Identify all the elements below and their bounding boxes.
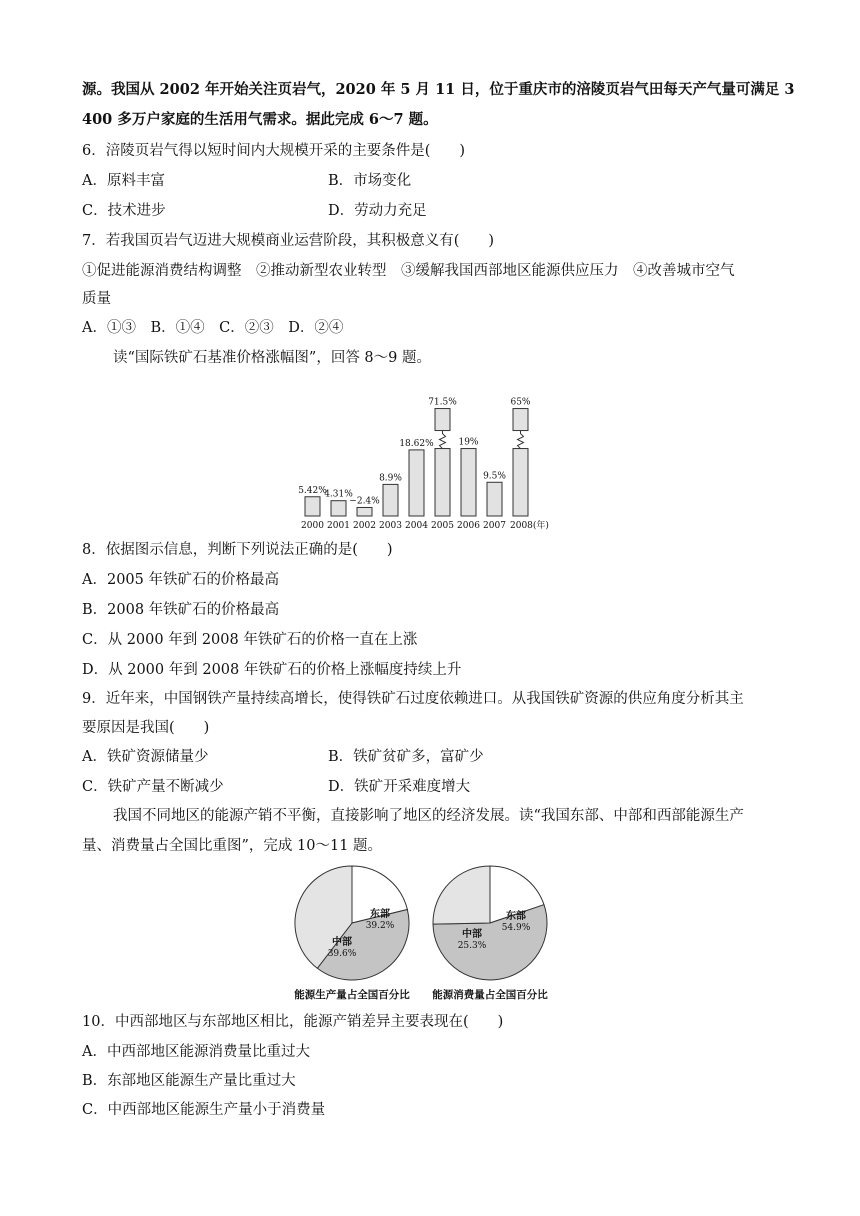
- q8-option-b: B．2008 年铁矿石的价格最高: [82, 602, 280, 618]
- pie-value-中部: 39.6%: [327, 949, 357, 959]
- intro-q8-9: 读“国际铁矿石基准价格涨幅图”，回答 8～9 题。: [113, 350, 431, 366]
- pie-value-东部: 39.2%: [365, 921, 395, 931]
- value-label-2000: 5.42%: [298, 485, 327, 496]
- q7-items-line-1: ①促进能源消费结构调整 ②推动新型农业转型 ③缓解我国西部地区能源供应压力 ④改善城市空气: [82, 263, 735, 279]
- value-label-2008(年): 65%: [510, 397, 531, 408]
- intro-q10-11-line-2: 量、消费量占全国比重图”，完成 10～11 题。: [82, 838, 383, 854]
- bar-2001: [331, 501, 346, 516]
- bar-top-2008(年): [513, 409, 528, 431]
- bar-2008(年): [513, 449, 528, 516]
- bar-2000: [305, 497, 320, 516]
- iron-ore-price-chart: [290, 376, 580, 534]
- q9-option-b: B．铁矿贫矿多，富矿少: [328, 749, 484, 765]
- q9-option-d: D．铁矿开采难度增大: [328, 779, 471, 795]
- q10-option-a: A．中西部地区能源消费量比重过大: [82, 1044, 310, 1060]
- q6-option-c: C．技术进步: [82, 203, 166, 219]
- energy-pie-charts: [282, 864, 578, 1002]
- pie-label-东部: 东部: [370, 909, 390, 920]
- q6-stem: 6．涪陵页岩气得以短时间内大规模开采的主要条件是( ): [82, 143, 466, 159]
- pie-value-东部: 54.9%: [501, 923, 531, 933]
- pie-slice-中部: [433, 866, 490, 924]
- pie-value-中部: 25.3%: [457, 941, 487, 951]
- q9-stem-line-2: 要原因是我国( ): [82, 720, 210, 736]
- q8-stem: 8．依据图示信息，判断下列说法正确的是( ): [82, 542, 393, 558]
- q6-option-d: D．劳动力充足: [328, 203, 427, 219]
- q10-stem: 10．中西部地区与东部地区相比，能源产销差异主要表现在( ): [82, 1014, 504, 1030]
- value-label-2001: 4.31%: [324, 489, 353, 500]
- value-label-2004: 18.62%: [399, 438, 434, 449]
- bar-2004: [409, 450, 424, 516]
- x-tick-2001: 2001: [327, 521, 350, 531]
- value-label-2005: 71.5%: [428, 397, 457, 408]
- x-tick-2000: 2000: [301, 521, 324, 531]
- q8-option-d: D．从 2000 年到 2008 年铁矿石的价格上涨幅度持续上升: [82, 662, 462, 678]
- q10-option-b: B．东部地区能源生产量比重过大: [82, 1073, 296, 1089]
- x-tick-2003: 2003: [379, 521, 402, 531]
- pie-title-2: 能源消费量占全国百分比: [432, 989, 548, 1001]
- value-label-2006: 19%: [458, 437, 479, 448]
- q6-option-a: A．原料丰富: [82, 173, 165, 189]
- bar-2002: [357, 507, 372, 516]
- x-tick-2002: 2002: [353, 521, 376, 531]
- pie-label-中部: 中部: [462, 929, 482, 940]
- q9-stem-line-1: 9．近年来，中国钢铁产量持续高增长，使得铁矿石过度依赖进口。从我国铁矿资源的供应角度分析其主: [82, 691, 744, 707]
- q6-option-b: B．市场变化: [328, 173, 412, 189]
- q7-stem: 7．若我国页岩气迈进大规模商业运营阶段，其积极意义有( ): [82, 233, 495, 249]
- q7-options: A．①③ B．①④ C．②③ D．②④: [82, 320, 344, 336]
- axis-break-2005: [440, 431, 446, 449]
- bar-2007: [487, 482, 502, 516]
- x-tick-2005: 2005: [431, 521, 454, 531]
- passage-line-2: 400 多万户家庭的生活用气需求。据此完成 6～7 题。: [82, 111, 438, 128]
- axis-break-2008(年): [518, 431, 524, 449]
- x-tick-2008(年): 2008(年): [510, 521, 549, 531]
- q7-items-line-2: 质量: [82, 291, 111, 307]
- q9-option-a: A．铁矿资源储量少: [82, 749, 209, 765]
- bar-2006: [461, 449, 476, 516]
- intro-q10-11-line-1: 我国不同地区的能源产销不平衡，直接影响了地区的经济发展。读“我国东部、中部和西部能源生产: [113, 808, 744, 824]
- q9-option-c: C．铁矿产量不断减少: [82, 779, 224, 795]
- bar-2005: [435, 449, 450, 516]
- q8-option-a: A．2005 年铁矿石的价格最高: [82, 572, 279, 588]
- bar-top-2005: [435, 409, 450, 431]
- x-tick-2004: 2004: [405, 521, 428, 531]
- value-label-2007: 9.5%: [483, 471, 506, 482]
- pie-label-东部: 东部: [506, 911, 526, 922]
- value-label-2003: 8.9%: [379, 473, 402, 484]
- pie-label-中部: 中部: [332, 937, 352, 948]
- q8-option-c: C．从 2000 年到 2008 年铁矿石的价格一直在上涨: [82, 632, 418, 648]
- bar-2003: [383, 484, 398, 516]
- passage-line-1: 源。我国从 2002 年开始关注页岩气，2020 年 5 月 11 日，位于重庆市的涪陵页岩气田每天产气量可满足 3: [82, 81, 795, 98]
- x-tick-2007: 2007: [483, 521, 506, 531]
- pie-title-1: 能源生产量占全国百分比: [294, 989, 410, 1001]
- value-label-2002: −2.4%: [349, 496, 380, 507]
- q10-option-c: C．中西部地区能源生产量小于消费量: [82, 1102, 326, 1118]
- x-tick-2006: 2006: [457, 521, 480, 531]
